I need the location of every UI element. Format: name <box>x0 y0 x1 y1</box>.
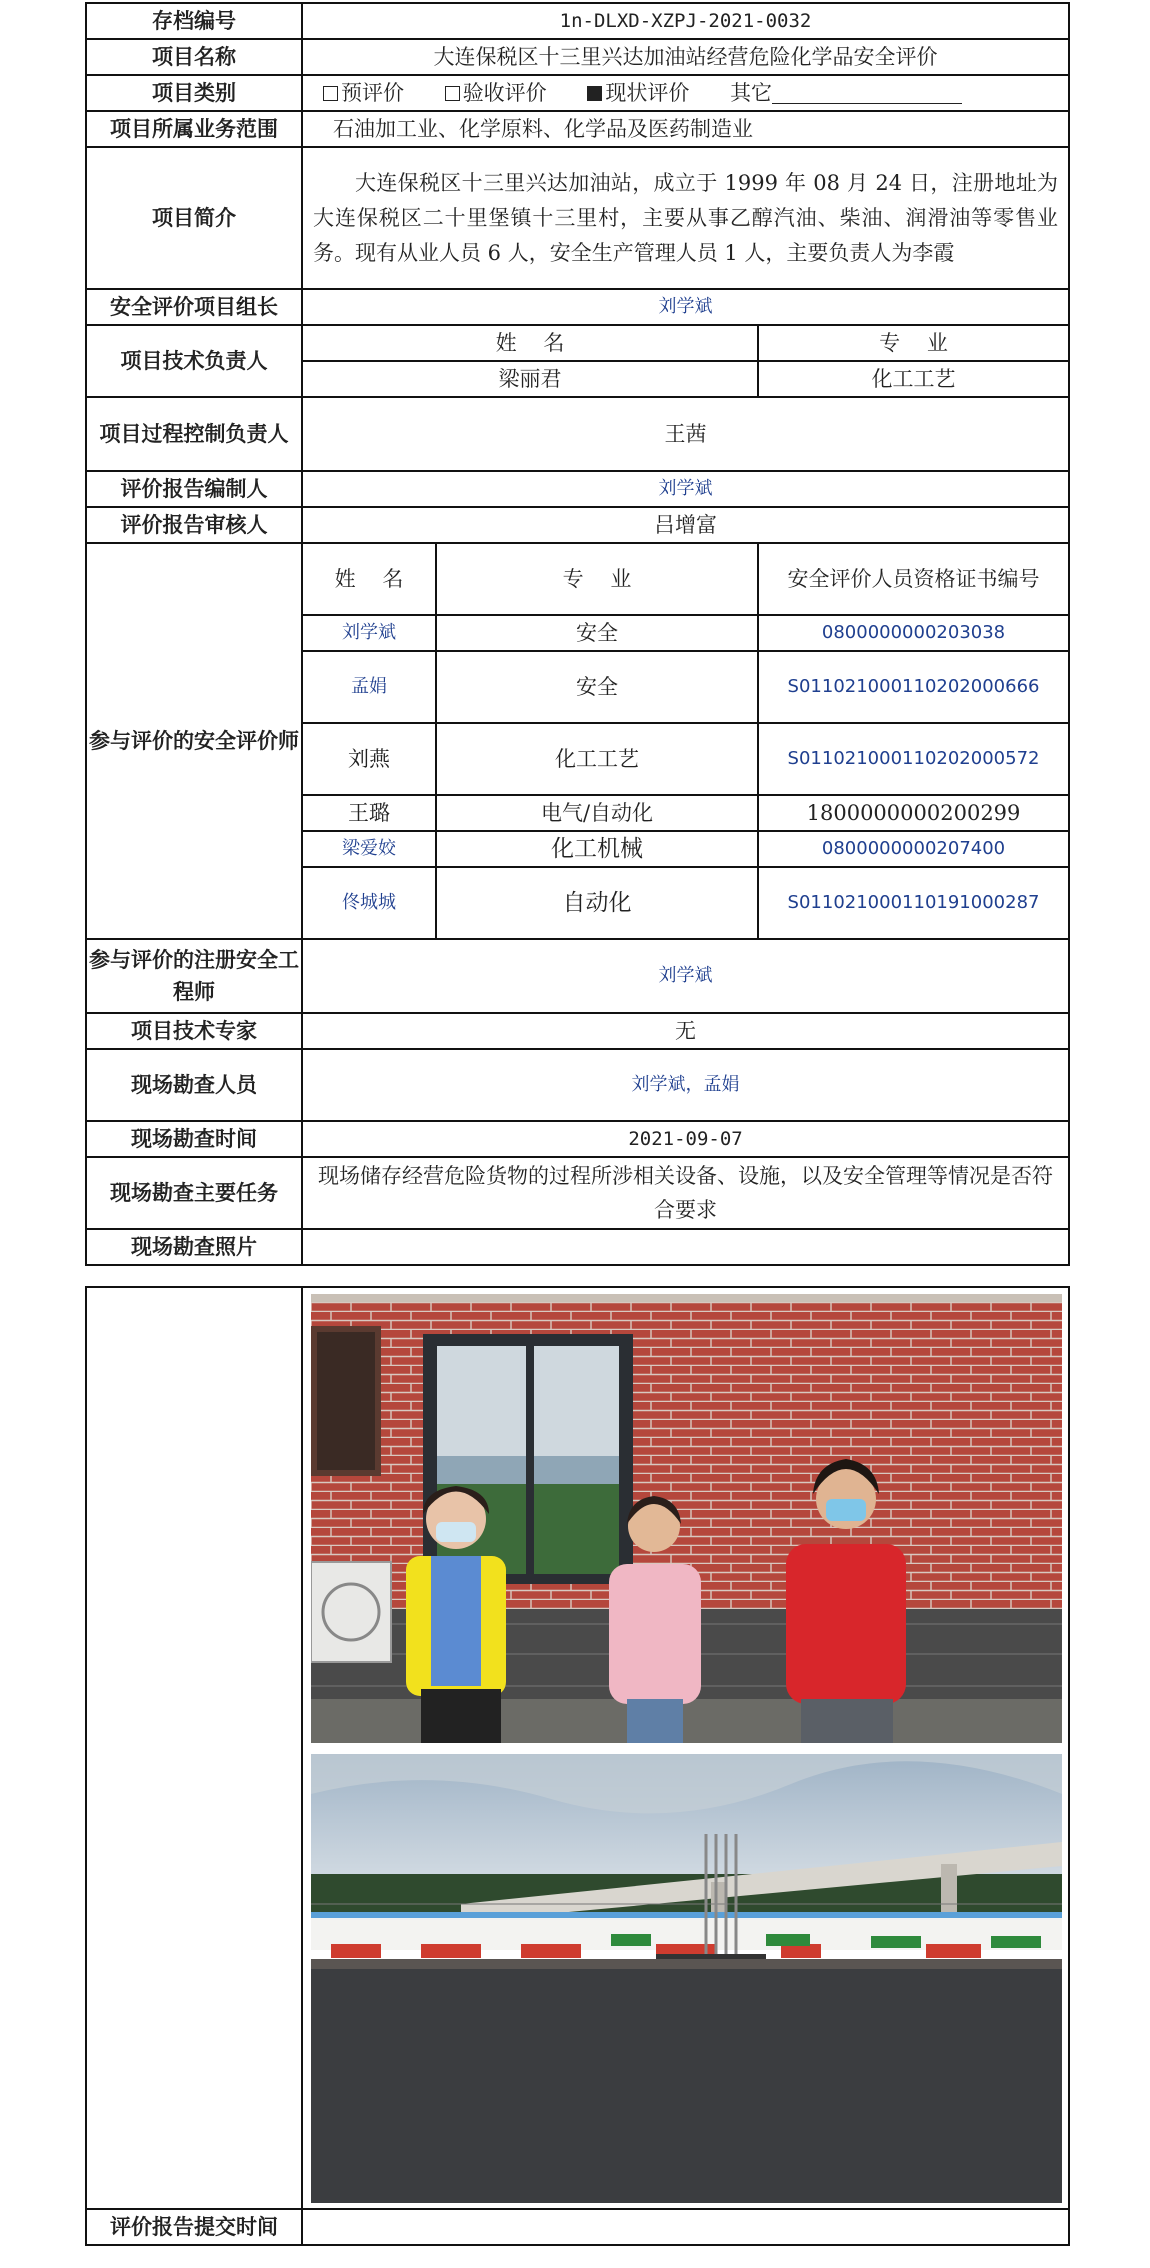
site-task-value: 现场储存经营危险货物的过程所涉相关设备、设施，以及安全管理等情况是否符合要求 <box>302 1157 1069 1229</box>
photo-label-empty <box>86 1287 302 2209</box>
tech-lead-label: 项目技术负责人 <box>86 325 302 397</box>
site-photo-forecourt <box>311 1754 1062 2203</box>
archive-no-value: 1n-DLXD-XZPJ-2021-0032 <box>302 3 1069 39</box>
evaluator-name: 孟娟 <box>302 651 436 723</box>
project-type-options <box>302 75 1069 111</box>
evaluator-cert: S011021000110202000572 <box>758 723 1069 795</box>
reviewer-label: 评价报告审核人 <box>86 507 302 543</box>
evaluator-major: 自动化 <box>436 867 758 939</box>
option-other: 其它 <box>730 81 962 105</box>
reviewer-value: 吕增富 <box>302 507 1069 543</box>
evaluators-header-name: 姓 名 <box>302 543 436 615</box>
project-name-value: 大连保税区十三里兴达加油站经营危险化学品安全评价 <box>302 39 1069 75</box>
compiler-label: 评价报告编制人 <box>86 471 302 507</box>
site-photos-empty <box>302 1229 1069 1265</box>
evaluator-cert: 0800000000207400 <box>758 831 1069 867</box>
team-lead-value: 刘学斌 <box>302 289 1069 325</box>
compiler-value: 刘学斌 <box>302 471 1069 507</box>
project-type-label: 项目类别 <box>86 75 302 111</box>
evaluator-name: 梁爱姣 <box>302 831 436 867</box>
site-photo-people <box>311 1294 1062 1743</box>
submit-time-value <box>302 2209 1069 2245</box>
tech-expert-label: 项目技术专家 <box>86 1013 302 1049</box>
business-scope-label: 项目所属业务范围 <box>86 111 302 147</box>
intro-value: 大连保税区十三里兴达加油站，成立于 1999 年 08 月 24 日，注册地址为大连保税区二十里堡镇十三里村，主要从事乙醇汽油、柴油、润滑油等零售业务。现有从业人员 6 人，安全生产管理人员 1 人，主要负责人为李霞 <box>302 147 1069 289</box>
evaluator-cert: 1800000000200299 <box>758 795 1069 831</box>
evaluator-name: 刘燕 <box>302 723 436 795</box>
tech-lead-major: 化工工艺 <box>758 361 1069 397</box>
photo-station-forecourt <box>311 1754 1062 2203</box>
info-table <box>85 2 1070 1266</box>
team-lead-label: 安全评价项目组长 <box>86 289 302 325</box>
evaluator-name: 佟城城 <box>302 867 436 939</box>
reg-engineer-label: 参与评价的注册安全工程师 <box>86 939 302 1013</box>
site-staff-label: 现场勘查人员 <box>86 1049 302 1121</box>
evaluators-header-major: 专 业 <box>436 543 758 615</box>
checkbox-icon[interactable] <box>445 86 460 101</box>
evaluator-major: 安全 <box>436 651 758 723</box>
option-acceptance[interactable]: 验收评价 <box>445 81 547 105</box>
evaluator-major: 电气/自动化 <box>436 795 758 831</box>
option-pre[interactable]: 预评价 <box>323 81 404 105</box>
project-name-label: 项目名称 <box>86 39 302 75</box>
archive-no-label: 存档编号 <box>86 3 302 39</box>
intro-label: 项目简介 <box>86 147 302 289</box>
evaluators-label: 参与评价的安全评价师 <box>86 543 302 939</box>
evaluator-major: 化工工艺 <box>436 723 758 795</box>
evaluator-major: 化工机械 <box>436 831 758 867</box>
tech-lead-col-name: 姓 名 <box>302 325 758 361</box>
photo-table <box>85 1286 1070 2246</box>
checkbox-checked-icon[interactable] <box>587 86 602 101</box>
process-control-label: 项目过程控制负责人 <box>86 397 302 471</box>
checkbox-icon[interactable] <box>323 86 338 101</box>
process-control-value: 王茜 <box>302 397 1069 471</box>
photo-staff-at-station <box>311 1294 1062 1743</box>
site-time-value: 2021-09-07 <box>302 1121 1069 1157</box>
evaluator-cert: S011021000110191000287 <box>758 867 1069 939</box>
tech-lead-name: 梁丽君 <box>302 361 758 397</box>
option-status[interactable]: 现状评价 <box>587 81 689 105</box>
tech-lead-col-major: 专 业 <box>758 325 1069 361</box>
submit-time-label: 评价报告提交时间 <box>86 2209 302 2245</box>
tech-expert-value: 无 <box>302 1013 1069 1049</box>
evaluator-name: 刘学斌 <box>302 615 436 651</box>
site-time-label: 现场勘查时间 <box>86 1121 302 1157</box>
other-blank-line <box>772 81 962 104</box>
evaluator-cert: 0800000000203038 <box>758 615 1069 651</box>
business-scope-value: 石油加工业、化学原料、化学品及医药制造业 <box>302 111 1069 147</box>
site-photos-label: 现场勘查照片 <box>86 1229 302 1265</box>
evaluators-header-cert: 安全评价人员资格证书编号 <box>758 543 1069 615</box>
evaluator-major: 安全 <box>436 615 758 651</box>
evaluator-name: 王璐 <box>302 795 436 831</box>
site-staff-value: 刘学斌，孟娟 <box>302 1049 1069 1121</box>
photos-cell <box>302 1287 1069 2209</box>
reg-engineer-value: 刘学斌 <box>302 939 1069 1013</box>
evaluator-cert: S011021000110202000666 <box>758 651 1069 723</box>
site-task-label: 现场勘查主要任务 <box>86 1157 302 1229</box>
